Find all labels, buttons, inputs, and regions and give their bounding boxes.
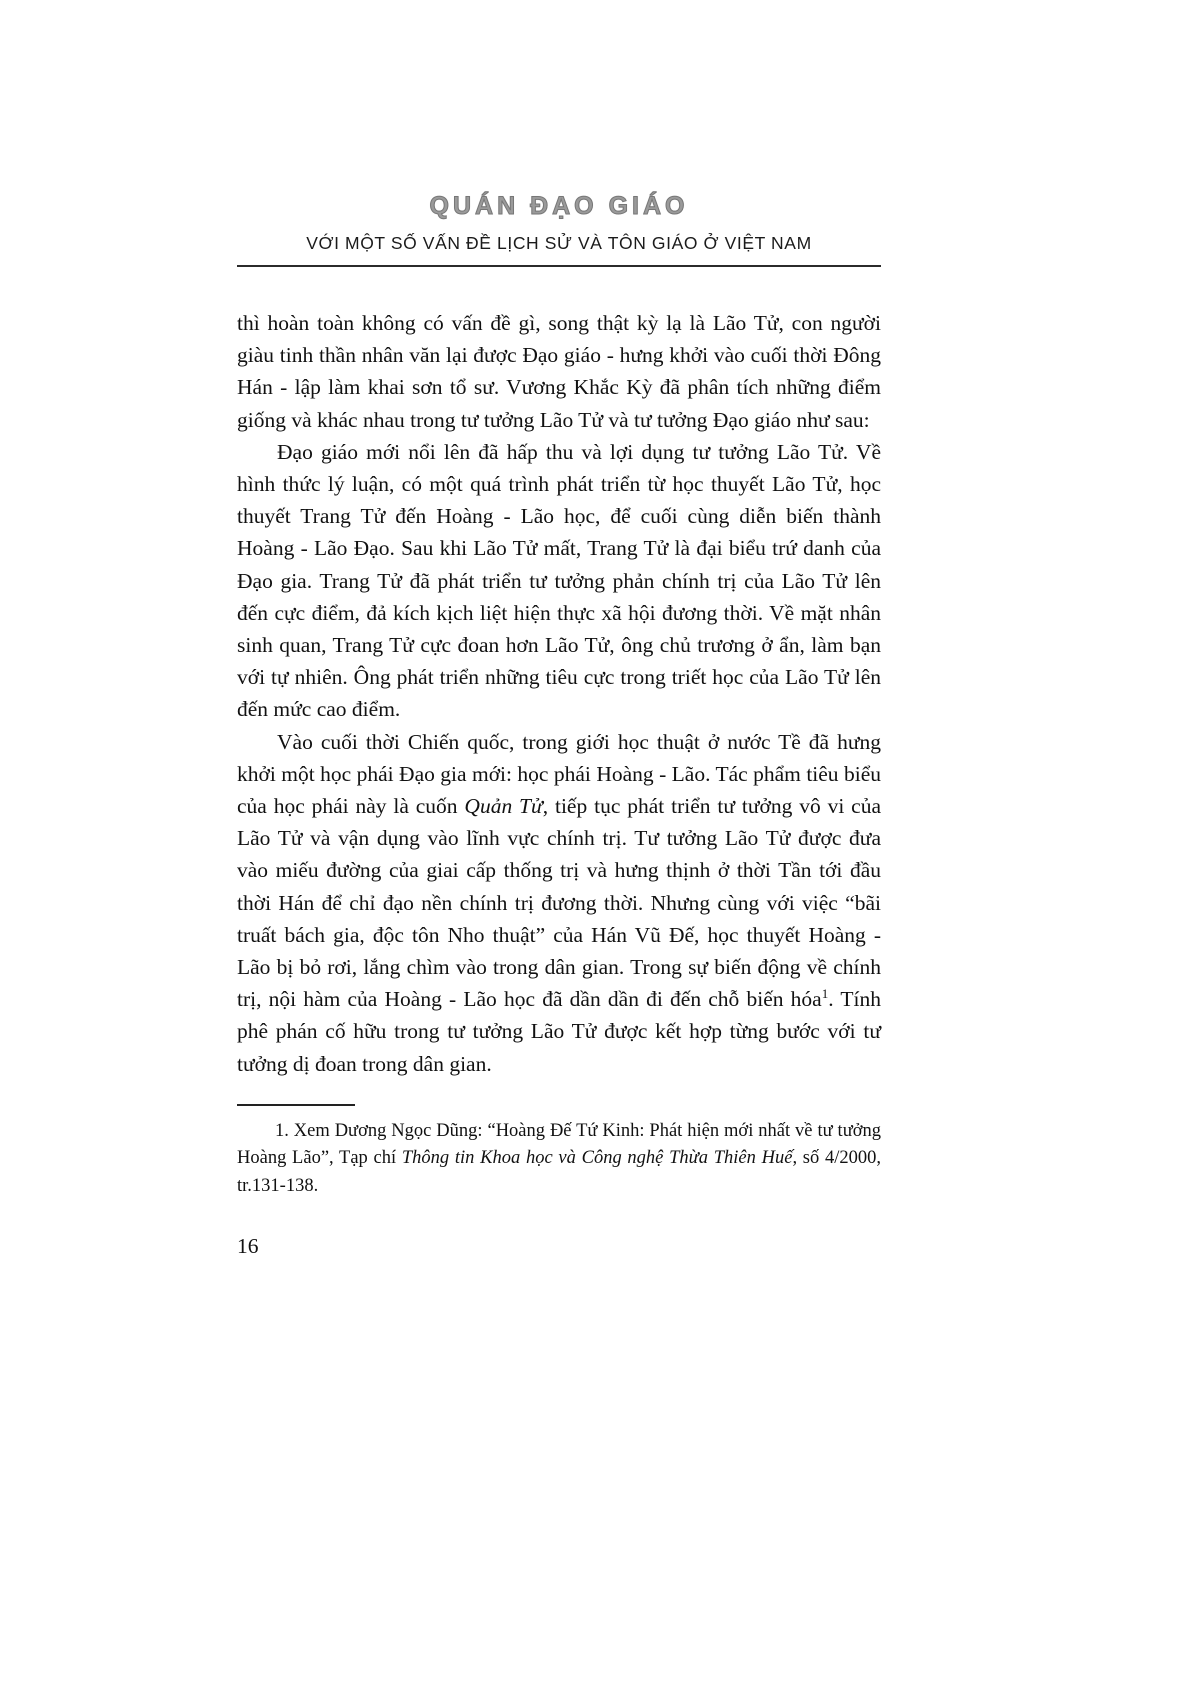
book-subtitle: VỚI MỘT SỐ VẤN ĐỀ LỊCH SỬ VÀ TÔN GIÁO Ở VIỆT NAM	[306, 233, 812, 253]
paragraph-3-text-c: . Tính phê phán cố hữu trong tư tưởng Lão Tử được kết hợp từng bước với tư tưởng dị đoan trong dân gian.	[237, 987, 882, 1076]
footnote-separator	[237, 1104, 355, 1106]
footnote-reference-1: 1	[821, 986, 829, 1002]
footnote-1-text-a: 1. Xem Dương Ngọc Dũng: “Hoàng Đế Tứ Kinh: Phát hiện mới nhất về tư tưởng Hoàng Lão”, Tạp chí	[237, 1120, 881, 1169]
page-content	[237, 192, 881, 1259]
body-text	[237, 307, 881, 1080]
paragraph-2	[237, 436, 881, 726]
paragraph-1	[237, 307, 881, 436]
footnote-1	[237, 1118, 881, 1201]
paragraph-3-text-b: , tiếp tục phát triển tư tưởng vô vi của Lão Tử và vận dụng vào lĩnh vực chính trị. Tư tưởng Lão Tử được đưa vào miếu đường của giai cấp thống trị và hưng thịnh ở thời Tần tới đầu thời Hán để chỉ đạo nền chính trị đương thời. Nhưng cùng với việc “bãi truất bách gia, độc tôn Nho thuật” của Hán Vũ Đế, học thuyết Hoàng - Lão bị bỏ rơi, lắng chìm vào trong dân gian. Trong sự biến động về chính trị, nội hàm của Hoàng - Lão học đã dần dần đi đến chỗ biến hóa	[237, 794, 881, 1012]
book-title-mention: Quản Tử	[464, 794, 543, 819]
paragraph-2-text: Đạo giáo mới nổi lên đã hấp thu và lợi dụng tư tưởng Lão Tử. Về hình thức lý luận, có một quá trình phát triển từ học thuyết Lão Tử, học thuyết Trang Tử đến Hoàng - Lão học, để cuối cùng diễn biến thành Hoàng - Lão Đạo. Sau khi Lão Tử mất, Trang Tử là đại biểu trứ danh của Đạo gia. Trang Tử đã phát triển tư tưởng phản chính trị của Lão Tử lên đến cực điểm, đả kích kịch liệt hiện thực xã hội đương thời. Về mặt nhân sinh quan, Trang Tử cực đoan hơn Lão Tử, ông chủ trương ở ẩn, làm bạn với tự nhiên. Ông phát triển những tiêu cực trong triết học của Lão Tử lên đến mức cao điểm.	[237, 439, 881, 722]
paragraph-3-text-a: Vào cuối thời Chiến quốc, trong giới học thuật ở nước Tề đã hưng khởi một học phái Đạo gia mới: học phái Hoàng - Lão. Tác phẩm tiêu biểu của học phái này là cuốn	[237, 729, 881, 819]
book-title: QUÁN ĐẠO GIÁO	[429, 192, 689, 220]
running-header	[237, 192, 881, 267]
paragraph-1-text: thì hoàn toàn không có vấn đề gì, song thật kỳ lạ là Lão Tử, con người giàu tinh thần nhân văn lại được Đạo giáo - hưng khởi vào cuối thời Đông Hán - lập làm khai sơn tổ sư. Vương Khắc Kỳ đã phân tích những điểm giống và khác nhau trong tư tưởng Lão Tử và tư tưởng Đạo giáo như sau:	[237, 311, 881, 432]
header-rule	[237, 265, 881, 267]
journal-title-mention: Thông tin Khoa học và Công nghệ Thừa Thiên Huế	[401, 1148, 793, 1169]
paragraph-3	[237, 726, 881, 1080]
page-number: 16	[237, 1234, 259, 1259]
footnote-1-text-b: , số 4/2000, tr.131-138.	[237, 1148, 881, 1196]
